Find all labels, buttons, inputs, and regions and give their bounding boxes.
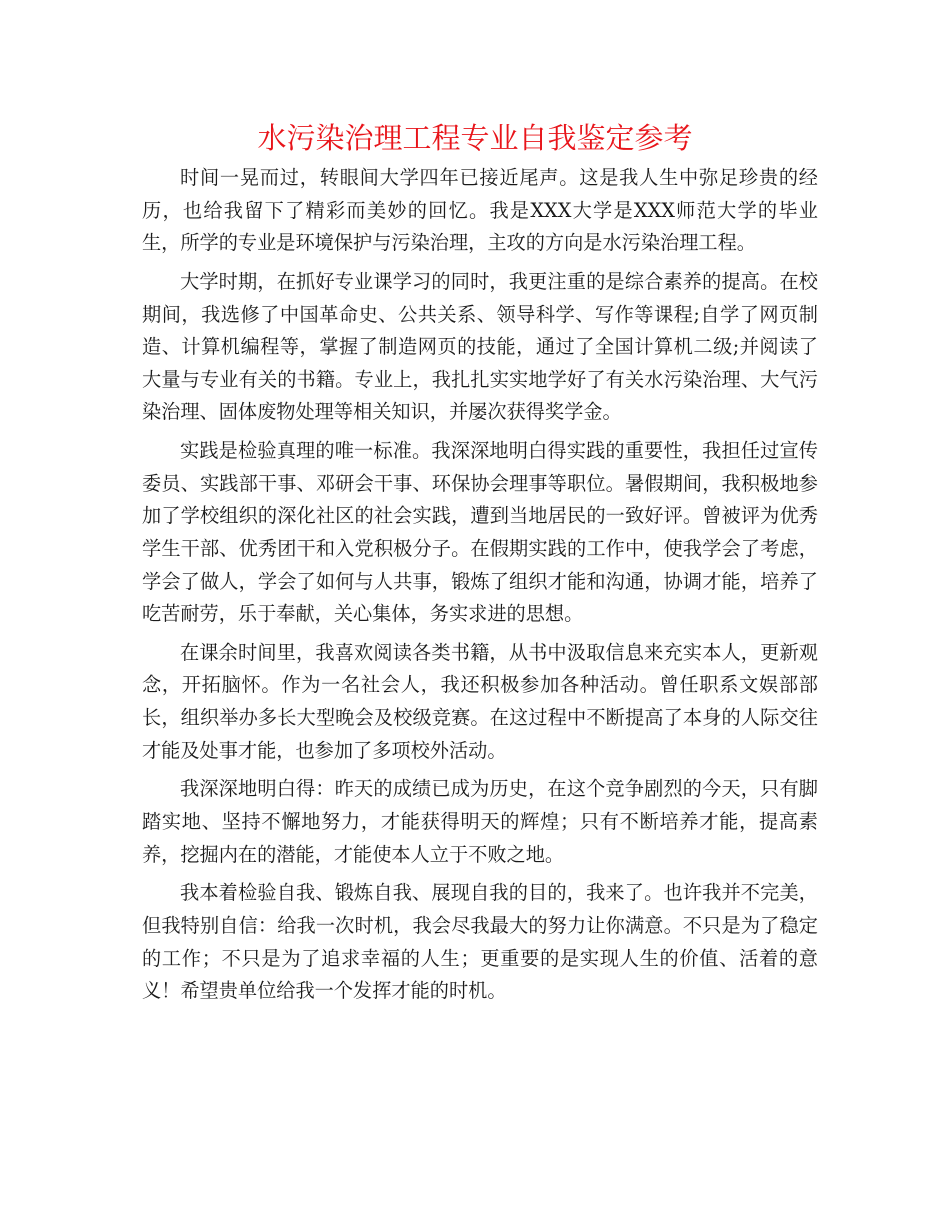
paragraph-3: 实践是检验真理的唯一标准。我深深地明白得实践的重要性，我担任过宣传委员、实践部干事、邓研会干事、环保协会理事等职位。暑假期间，我积极地参加了学校组织的深化社区的社会实践，遭到当地居民的一致好评。曾被评为优秀学生干部、优秀团干和入党积极分子。在假期实践的工作中，使我学会了考虑，学会了做人，学会了如何与人共事，锻炼了组织才能和沟通，协调才能，培养了吃苦耐劳，乐于奉献，关心集体，务实求进的思想。: [142, 439, 818, 626]
paragraph-4: 在课余时间里，我喜欢阅读各类书籍，从书中汲取信息来充实本人，更新观念，开拓脑怀。作为一名社会人，我还积极参加各种活动。曾任职系文娱部部长，组织举办多长大型晚会及校级竞赛。在这过程中不断提高了本身的人际交往才能及处事才能，也参加了多项校外活动。: [142, 640, 818, 762]
document-title: 水污染治理工程专业自我鉴定参考: [257, 121, 693, 155]
paragraph-6: 我本着检验自我、锻炼自我、展现自我的目的，我来了。也许我并不完美，但我特别自信：给我一次时机，我会尽我最大的努力让你满意。不只是为了稳定的工作；不只是为了追求幸福的人生；更重要的是实现人生的价值、活着的意义！希望贵单位给我一个发挥才能的时机。: [142, 881, 818, 1003]
document-body: [142, 162, 818, 1014]
paragraph-5: 我深深地明白得：昨天的成绩已成为历史，在这个竞争剧烈的今天，只有脚踏实地、坚持不懈地努力，才能获得明天的辉煌；只有不断培养才能，提高素养，挖掘内在的潜能，才能使本人立于不败之地。: [142, 777, 818, 866]
paragraph-1: 时间一晃而过，转眼间大学四年已接近尾声。这是我人生中弥足珍贵的经历，也给我留下了精彩而美妙的回忆。我是XXX大学是XXX师范大学的毕业生，所学的专业是环境保护与污染治理，主攻的方向是水污染治理工程。: [142, 166, 818, 255]
paragraph-2: 大学时期，在抓好专业课学习的同时，我更注重的是综合素养的提高。在校期间，我选修了中国革命史、公共关系、领导科学、写作等课程;自学了网页制造、计算机编程等，掌握了制造网页的技能，通过了全国计算机二级;并阅读了大量与专业有关的书籍。专业上，我扎扎实实地学好了有关水污染治理、大气污染治理、固体废物处理等相关知识，并屡次获得奖学金。: [142, 269, 818, 424]
